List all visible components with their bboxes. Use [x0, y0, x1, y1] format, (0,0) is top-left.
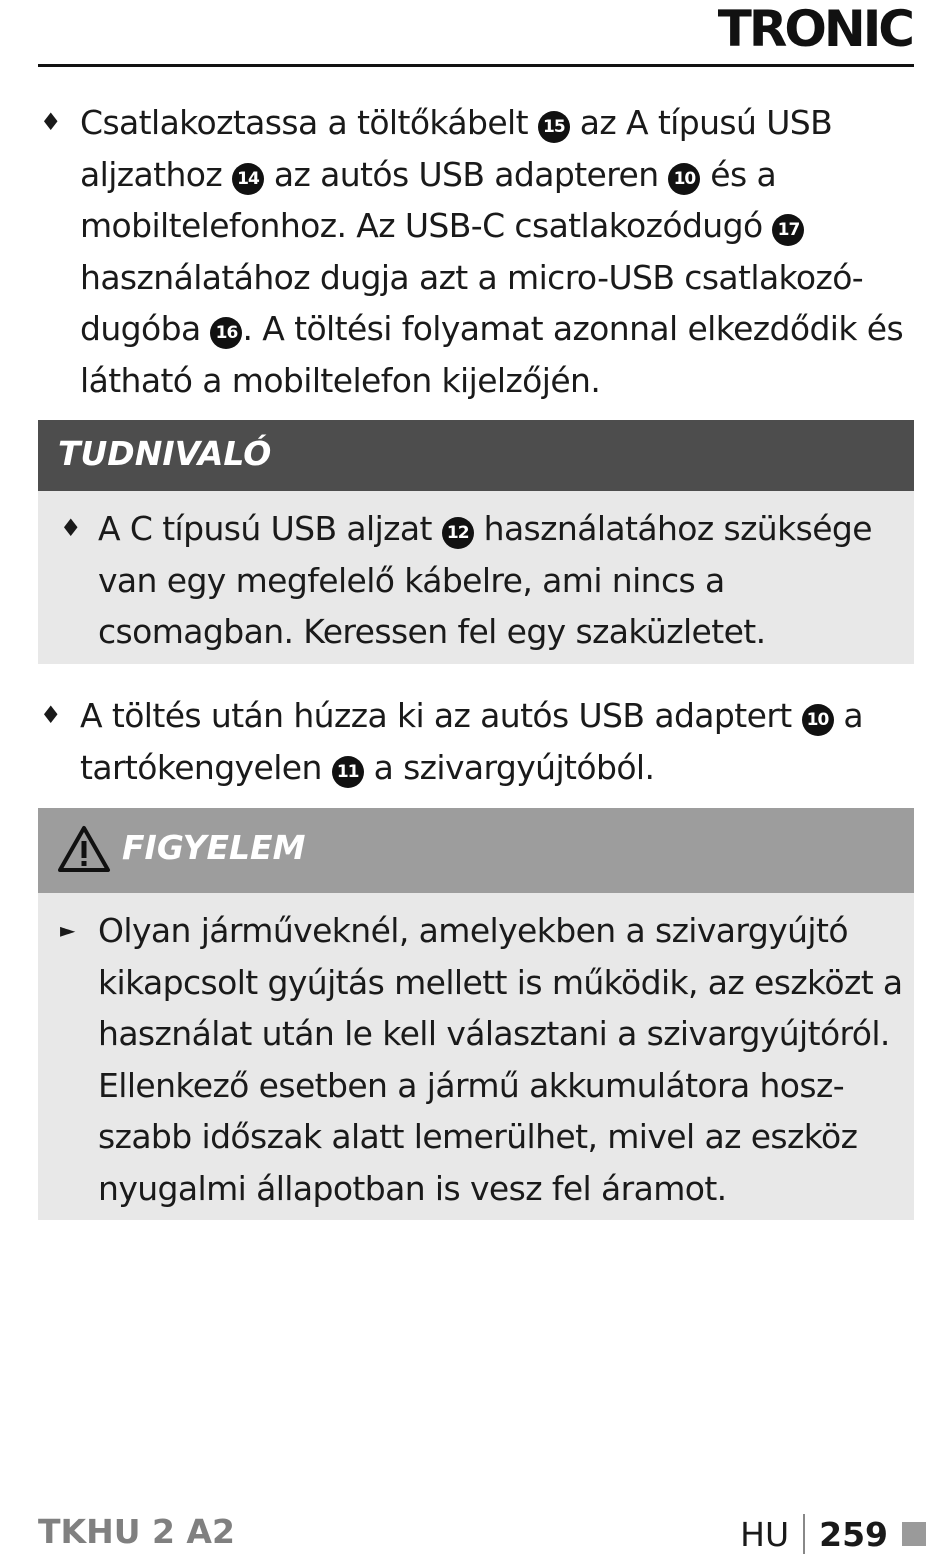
language-code: HU — [740, 1514, 790, 1554]
step-text: . A töltési folyamat azonnal elkezdődik és látható a mobiltelefon kijelzőjén. — [80, 309, 904, 400]
warning-header — [38, 808, 914, 893]
list-item — [58, 905, 914, 1214]
brand-logo: TRONIC — [717, 0, 912, 58]
step-text: A töltés után húzza ki az autós USB adaptert — [80, 696, 792, 735]
square-marker-icon — [902, 1522, 926, 1546]
note-header — [38, 420, 914, 491]
ref-number: 12 — [442, 517, 474, 549]
diamond-bullet-icon: ♦ — [40, 108, 61, 136]
diamond-bullet-icon: ♦ — [60, 514, 81, 542]
warning-body — [38, 893, 914, 1220]
warning-title: FIGYELEM — [122, 828, 306, 867]
ref-number: 10 — [668, 163, 700, 195]
ref-number: 17 — [772, 214, 804, 246]
footer-divider — [803, 1514, 805, 1554]
step-remove-adapter — [38, 690, 914, 793]
list-item — [58, 503, 914, 658]
step-text: Csatlakoztassa a töltőkábelt — [80, 103, 528, 142]
ref-number: 10 — [802, 704, 834, 736]
warning-text: Olyan járműveknél, amelyekben a szivargyújtó kikapcsolt gyújtás mellett is működik, az eszközt a használat után le kell választani a szivargyújtóról. Ellenkező esetben a jármű akkumulátora hoszszabb időszak alatt lemerülhet, mivel az eszköz nyugalmi állapotban is vesz fel áramot. — [98, 911, 903, 1208]
note-text: használatához szüksége van egy megfelelő kábelre, ami nincs a csomagban. Keressen fel egy szaküzletet. — [98, 509, 872, 651]
note-text: A C típusú USB aljzat — [98, 509, 432, 548]
ref-number: 14 — [232, 163, 264, 195]
header-rule — [38, 64, 914, 67]
step-text: az A típusú USB aljzathoz — [80, 103, 833, 194]
model-number: TKHU 2 A2 — [38, 1512, 235, 1551]
ref-number: 15 — [538, 111, 570, 143]
note-body — [38, 491, 914, 664]
step-text: a szivargyújtóból. — [373, 747, 655, 787]
ref-number: 16 — [210, 317, 242, 349]
step-text: az autós USB adapteren — [273, 154, 659, 194]
step-connect-cable — [38, 97, 914, 406]
diamond-bullet-icon: ♦ — [40, 701, 61, 729]
list-item — [38, 97, 914, 406]
note-title: TUDNIVALÓ — [58, 434, 272, 473]
step-text: a tartókengyelen — [80, 696, 864, 787]
arrow-bullet-icon: ► — [60, 918, 75, 942]
page-number: 259 — [819, 1514, 888, 1554]
list-item — [38, 690, 914, 793]
warning-triangle-icon — [57, 825, 111, 873]
step-text: és a mobiltelefonhoz. Az USB-C csatlakozódugó — [80, 154, 777, 245]
page-footer — [740, 1512, 926, 1556]
step-text: használatához dugja azt a micro-USB csatlakozódugóba — [80, 257, 864, 348]
ref-number: 11 — [332, 756, 364, 788]
